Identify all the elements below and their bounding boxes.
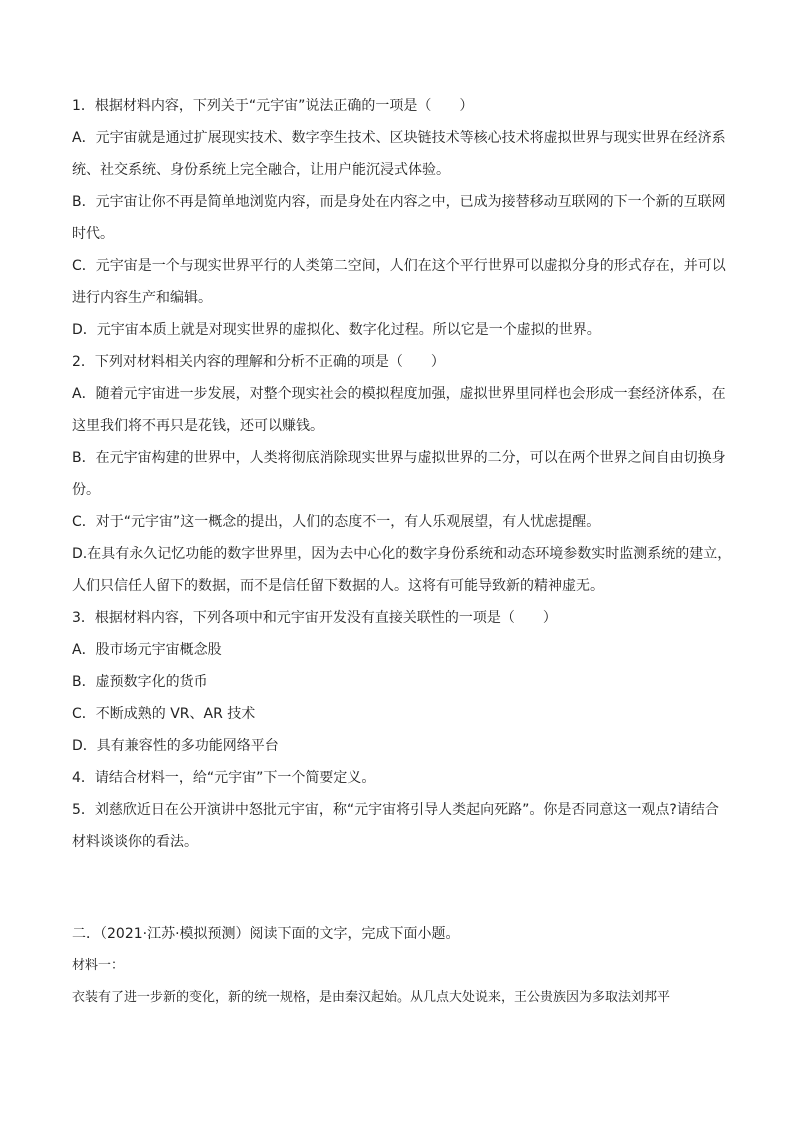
question-5-line: 5．刘慈欣近日在公开演讲中怒批元宇宙，称“元宇宙将引导人类起向死路”。你是否同意这一观点?请结合 bbox=[72, 802, 719, 818]
option-b-line: B．在元宇宙构建的世界中，人类将彻底消除现实世界与虚拟世界的二分，可以在两个世界之间自由切换身 bbox=[72, 450, 726, 466]
option-c-line: C．元宇宙是一个与现实世界平行的人类第二空间，人们在这个平行世界可以虚拟分身的形式存在，并可以 bbox=[72, 258, 726, 274]
option-a-line: A．随着元宇宙进一步发展，对整个现实社会的模拟程度加强，虚拟世界里同样也会形成一套经济体系，在 bbox=[72, 386, 726, 402]
question-1-line: 1．根据材料内容，下列关于“元宇宙”说法正确的一项是（ ） bbox=[72, 98, 474, 114]
option-b-line: B．元宇宙让你不再是简单地浏览内容，而是身处在内容之中，已成为接替移动互联网的下一个新的互联网 bbox=[72, 194, 726, 210]
option-a-line: A．股市场元宇宙概念股 bbox=[72, 642, 222, 658]
option-c-line-cont: 进行内容生产和编辑。 bbox=[72, 290, 212, 306]
question-4-line: 4．请结合材料一，给“元宇宙”下一个简要定义。 bbox=[72, 770, 376, 786]
option-b-line-cont: 时代。 bbox=[72, 226, 114, 242]
option-d-line: D．元宇宙本质上就是对现实世界的虚拟化、数字化过程。所以它是一个虚拟的世界。 bbox=[72, 322, 601, 338]
section-2-heading: 二．（2021·江苏·模拟预测）阅读下面的文字，完成下面小题。 bbox=[72, 926, 460, 942]
option-d-line-cont: 人们只信任人留下的数据，而不是信任留下数据的人。这将有可能导致新的精神虚无。 bbox=[72, 578, 604, 594]
option-b-line: B．虚预数字化的货币 bbox=[72, 674, 208, 690]
question-5-line-cont: 材料谈谈你的看法。 bbox=[72, 834, 198, 850]
document-page bbox=[72, 96, 732, 1020]
option-b-line-cont: 份。 bbox=[72, 482, 100, 498]
option-d-line: D．具有兼容性的多功能网络平台 bbox=[72, 738, 279, 754]
question-3-line: 3．根据材料内容，下列各项中和元宇宙开发没有直接关联性的一项是（ ） bbox=[72, 610, 557, 626]
section-2 bbox=[72, 924, 732, 1020]
questions-block bbox=[72, 96, 732, 864]
material-text: 衣装有了进一步新的变化，新的统一规格，是由秦汉起始。从几点大处说来，王公贵族因为多取法刘邦平 bbox=[72, 990, 671, 1005]
option-c-line: C．不断成熟的 VR、AR 技术 bbox=[72, 706, 256, 722]
option-a-line-cont: 统、社交系统、身份系统上完全融合，让用户能沉浸式体验。 bbox=[72, 162, 450, 178]
question-2-line: 2．下列对材料相关内容的理解和分析不正确的项是（ ） bbox=[72, 354, 445, 370]
material-label: 材料一： bbox=[72, 958, 125, 973]
section-spacer bbox=[72, 864, 732, 924]
option-a-line-cont: 这里我们将不再只是花钱，还可以赚钱。 bbox=[72, 418, 324, 434]
option-a-line: A．元宇宙就是通过扩展现实技术、数字孪生技术、区块链技术等核心技术将虚拟世界与现实世界在经济系 bbox=[72, 130, 726, 146]
option-d-line: D.在具有永久记忆功能的数字世界里，因为去中心化的数字身份系统和动态环境参数实时监测系统的建立， bbox=[72, 546, 732, 562]
option-c-line: C．对于“元宇宙”这一概念的提出，人们的态度不一，有人乐观展望，有人忧虑提醒。 bbox=[72, 514, 601, 530]
